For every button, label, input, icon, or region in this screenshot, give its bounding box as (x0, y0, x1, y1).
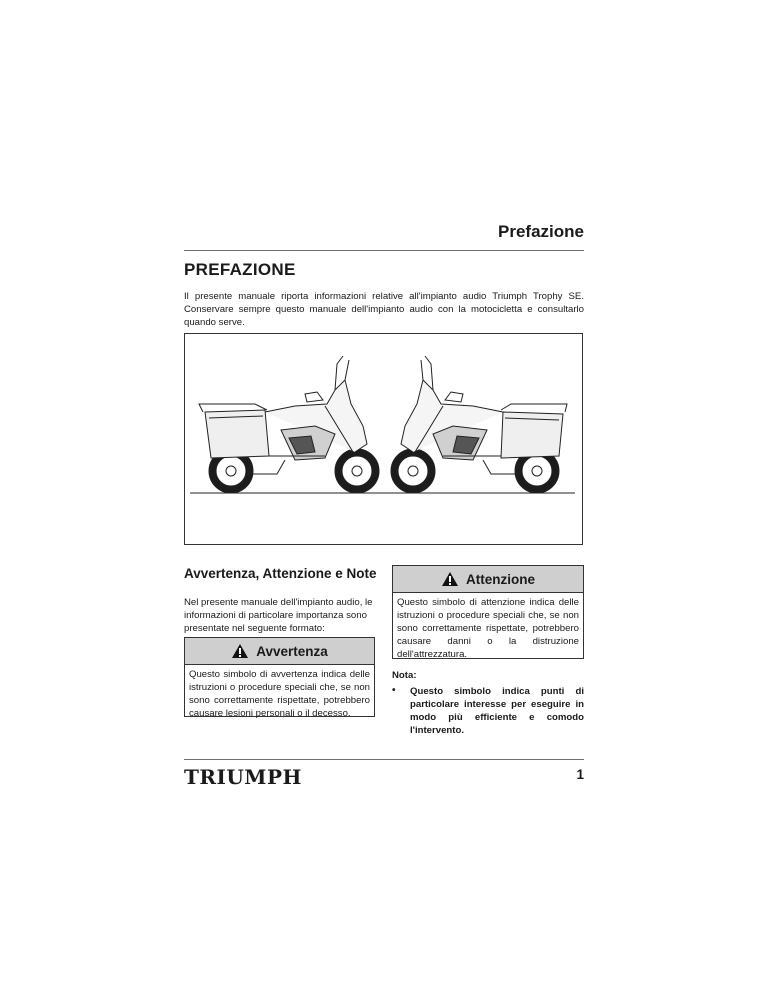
motorcycle-illustration (184, 333, 583, 545)
header-divider (184, 250, 584, 251)
page-number: 1 (576, 767, 584, 782)
motorcycles-drawing (185, 334, 582, 544)
note-heading: Nota: (392, 670, 417, 681)
warning-triangle-icon (441, 571, 459, 587)
motorcycle-right (391, 356, 567, 493)
caution-title: Attenzione (466, 571, 535, 587)
warnings-intro-paragraph: Nel presente manuale dell'impianto audio, le informazioni di particolare importanza sono presentate nel seguente formato: (184, 597, 373, 634)
note-list-item (392, 685, 584, 737)
caution-callout-header (393, 566, 583, 593)
warning-title: Avvertenza (256, 643, 328, 659)
intro-paragraph: Il presente manuale riporta informazioni relative all'impianto audio Triumph Trophy SE. Conservare sempre questo manuale dell'impianto audio con la motocicletta e consultarlo quando serve. (184, 291, 584, 328)
section-title: Prefazione (498, 222, 584, 241)
caution-callout (392, 565, 584, 659)
triumph-logo: TRIUMPH (184, 765, 302, 789)
warning-callout (184, 637, 375, 717)
note-bullet: • (392, 685, 396, 696)
note-text: Questo simbolo indica punti di particolare interesse per eseguire in modo più efficiente e comodo l'intervento. (410, 686, 584, 736)
section-heading-warnings: Avvertenza, Attenzione e Note (184, 566, 377, 581)
warning-text: Questo simbolo di avvertenza indica delle istruzioni o procedure speciali che, se non sono correttamente rispettate, potrebbero causare lesioni personali o il decesso. (189, 669, 370, 719)
page-heading: PREFAZIONE (184, 260, 296, 279)
footer-divider (184, 759, 584, 760)
warning-triangle-icon (231, 643, 249, 659)
caution-text: Questo simbolo di attenzione indica delle istruzioni o procedure speciali che, se non sono correttamente rispettate, potrebbero causare danni o la distruzione dell'attrezzatura. (397, 597, 579, 660)
motorcycle-left (199, 356, 379, 493)
warning-callout-header (185, 638, 374, 665)
